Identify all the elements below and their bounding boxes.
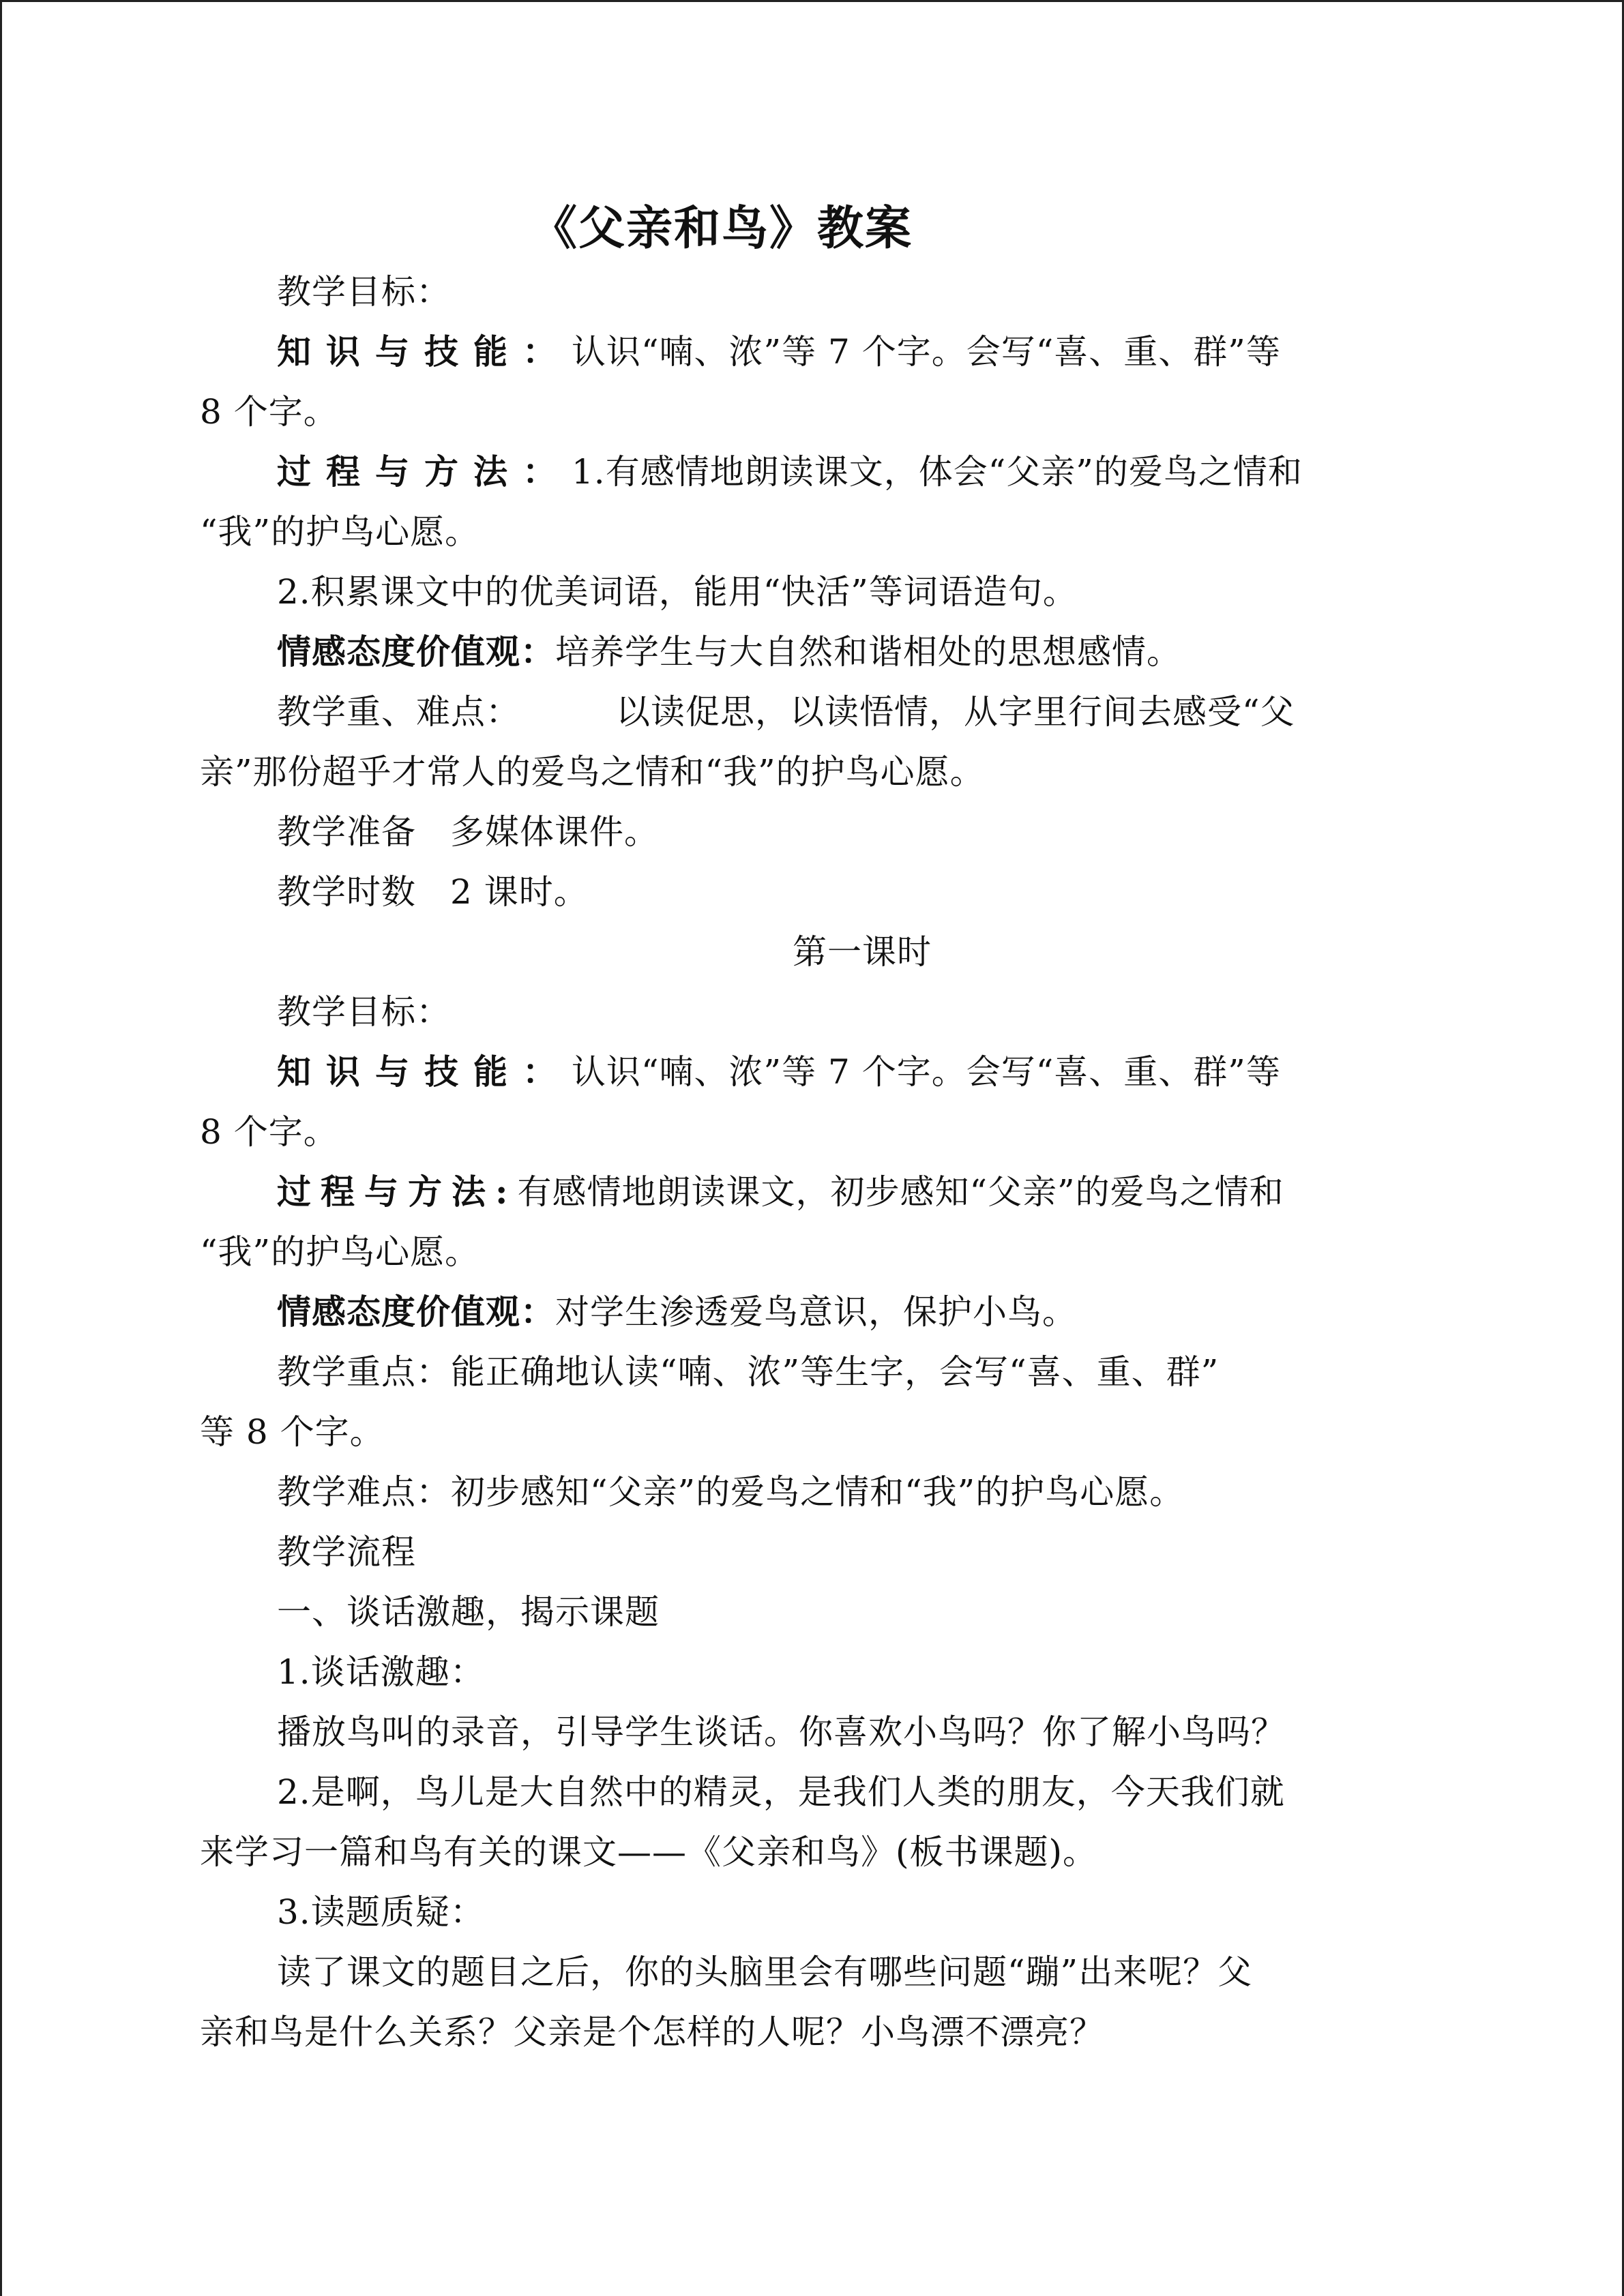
key-point-continued: 等 8 个字。 xyxy=(200,1412,385,1452)
step-three-continued: 亲和鸟是什么关系？父亲是个怎样的人呢？小鸟漂不漂亮？ xyxy=(200,2012,1104,2052)
step-two-continued: 来学习一篇和鸟有关的课文——《父亲和鸟》(板书课题)。 xyxy=(200,1832,1098,1872)
step-one-heading: 1.谈话激趣： xyxy=(277,1652,485,1692)
hours-line xyxy=(277,871,589,912)
goals-heading: 教学目标： xyxy=(277,272,451,312)
section-one-heading: 一、谈话激趣，揭示课题 xyxy=(277,1592,660,1632)
lesson-knowledge-continued: 8 个字。 xyxy=(200,1112,338,1152)
document-title: 《父亲和鸟》教案 xyxy=(531,201,913,256)
preparation-line xyxy=(277,811,659,852)
key-difficulty-text: 以读促思，以读悟情，从字里行间去感受“父 xyxy=(616,692,1295,732)
emotion-text: 培养学生与大自然和谐相处的思想感情。 xyxy=(555,632,1181,672)
lesson-process-line xyxy=(277,1172,1284,1212)
key-difficulty-label: 教学重、难点： xyxy=(277,692,520,732)
knowledge-text: 认识“喃、浓”等 7 个字。会写“喜、重、群”等 xyxy=(572,332,1281,372)
knowledge-label: 知识与技能： xyxy=(277,331,572,372)
lesson-process-text: 有感情地朗读课文，初步感知“父亲”的爱鸟之情和 xyxy=(517,1172,1284,1212)
emotion-label: 情感态度价值观： xyxy=(277,631,555,672)
step-three-text: 读了课文的题目之后，你的头脑里会有哪些问题“蹦”出来呢？父 xyxy=(277,1952,1253,1992)
key-difficulty-continued: 亲”那份超乎才常人的爱鸟之情和“我”的护鸟心愿。 xyxy=(200,752,985,792)
preparation-text: 多媒体课件。 xyxy=(450,812,659,852)
difficulty-line: 教学难点：初步感知“父亲”的爱鸟之情和“我”的护鸟心愿。 xyxy=(277,1472,1185,1512)
process-line xyxy=(277,451,1303,492)
emotion-line xyxy=(277,631,1181,672)
preparation-label: 教学准备 xyxy=(277,812,416,852)
lesson-emotion-text: 对学生渗透爱鸟意识，保护小鸟。 xyxy=(555,1292,1077,1332)
process-text-continued: “我”的护鸟心愿。 xyxy=(200,512,480,552)
flow-heading: 教学流程 xyxy=(277,1532,416,1572)
lesson-knowledge-label: 知识与技能： xyxy=(277,1052,572,1092)
process-text: 1.有感情地朗读课文，体会“父亲”的爱鸟之情和 xyxy=(572,452,1303,492)
lesson-knowledge-text: 认识“喃、浓”等 7 个字。会写“喜、重、群”等 xyxy=(572,1052,1281,1092)
process-label: 过程与方法： xyxy=(277,451,572,492)
step-two-text: 2.是啊，鸟儿是大自然中的精灵，是我们人类的朋友，今天我们就 xyxy=(277,1772,1285,1812)
lesson-process-label: 过程与方法: xyxy=(277,1172,518,1212)
lesson-emotion-line xyxy=(277,1292,1077,1332)
lesson-process-continued: “我”的护鸟心愿。 xyxy=(200,1232,480,1272)
step-three-heading: 3.读题质疑： xyxy=(277,1892,485,1932)
step-one-text: 播放鸟叫的录音，引导学生谈话。你喜欢小鸟吗？你了解小鸟吗？ xyxy=(277,1712,1286,1752)
key-difficulty-line xyxy=(277,691,1295,732)
knowledge-text-continued: 8 个字。 xyxy=(200,392,338,432)
lesson-one-heading: 第一课时 xyxy=(793,932,932,972)
process-text-2: 2.积累课文中的优美词语，能用“快活”等词语造句。 xyxy=(277,572,1078,612)
hours-label: 教学时数 xyxy=(277,872,416,912)
lesson-knowledge-line xyxy=(277,1052,1281,1092)
key-point-line: 教学重点：能正确地认读“喃、浓”等生字，会写“喜、重、群” xyxy=(277,1352,1220,1392)
lesson-emotion-label: 情感态度价值观： xyxy=(277,1292,555,1332)
hours-text: 2 课时。 xyxy=(450,872,589,912)
knowledge-line xyxy=(277,331,1281,372)
lesson-goals-heading: 教学目标： xyxy=(277,992,451,1032)
